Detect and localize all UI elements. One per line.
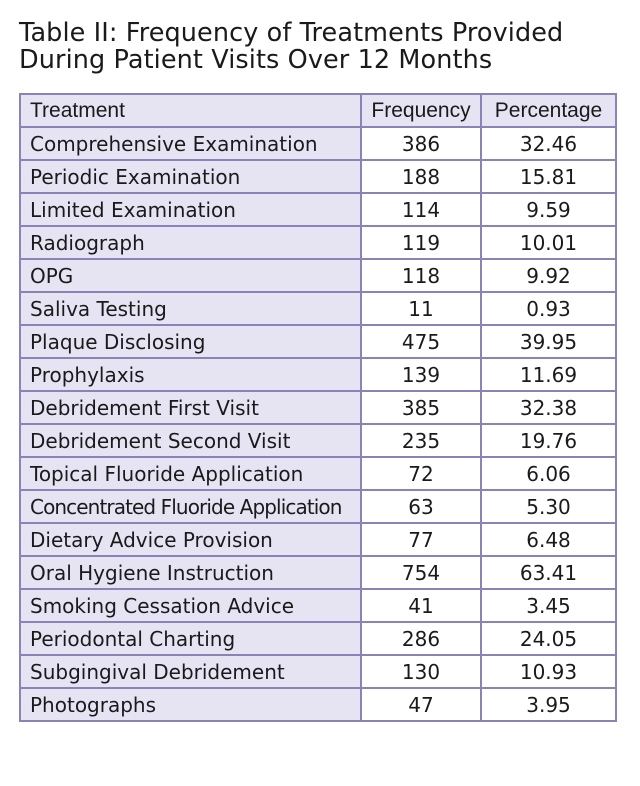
table-row: [20, 226, 616, 259]
treatment-cell: Comprehensive Examination: [20, 127, 361, 160]
treatment-cell: Plaque Disclosing: [20, 325, 361, 358]
table-row: [20, 523, 616, 556]
table-row: [20, 292, 616, 325]
treatment-cell: Dietary Advice Provision: [20, 523, 361, 556]
column-header-frequency: Frequency: [361, 94, 481, 127]
percentage-cell: 6.48: [481, 523, 616, 556]
treatment-cell: Debridement First Visit: [20, 391, 361, 424]
treatment-frequency-table: [19, 93, 617, 722]
table-row: [20, 193, 616, 226]
table-row: [20, 358, 616, 391]
percentage-cell: 19.76: [481, 424, 616, 457]
table-row: [20, 127, 616, 160]
frequency-cell: 386: [361, 127, 481, 160]
frequency-cell: 118: [361, 259, 481, 292]
frequency-cell: 72: [361, 457, 481, 490]
table-title-line-1: Table II: Frequency of Treatments Provided: [19, 18, 564, 48]
table-row: [20, 424, 616, 457]
treatment-cell: OPG: [20, 259, 361, 292]
percentage-cell: 0.93: [481, 292, 616, 325]
percentage-cell: 10.93: [481, 655, 616, 688]
table-row: [20, 259, 616, 292]
frequency-cell: 119: [361, 226, 481, 259]
frequency-cell: 114: [361, 193, 481, 226]
table-row: [20, 160, 616, 193]
percentage-cell: 6.06: [481, 457, 616, 490]
frequency-cell: 63: [361, 490, 481, 523]
percentage-cell: 24.05: [481, 622, 616, 655]
percentage-cell: 5.30: [481, 490, 616, 523]
percentage-cell: 39.95: [481, 325, 616, 358]
table-row: [20, 589, 616, 622]
header-row: [20, 94, 616, 127]
table-row: [20, 391, 616, 424]
percentage-cell: 15.81: [481, 160, 616, 193]
frequency-cell: 139: [361, 358, 481, 391]
frequency-cell: 385: [361, 391, 481, 424]
treatment-cell: Subgingival Debridement: [20, 655, 361, 688]
frequency-cell: 475: [361, 325, 481, 358]
frequency-cell: 754: [361, 556, 481, 589]
percentage-cell: 11.69: [481, 358, 616, 391]
percentage-cell: 9.92: [481, 259, 616, 292]
table-title: [19, 20, 629, 74]
treatment-cell: Oral Hygiene Instruction: [20, 556, 361, 589]
frequency-cell: 130: [361, 655, 481, 688]
column-header-treatment: Treatment: [20, 94, 361, 127]
treatment-cell: Topical Fluoride Application: [20, 457, 361, 490]
table-row: [20, 325, 616, 358]
frequency-cell: 41: [361, 589, 481, 622]
frequency-cell: 47: [361, 688, 481, 721]
frequency-cell: 77: [361, 523, 481, 556]
percentage-cell: 32.46: [481, 127, 616, 160]
percentage-cell: 3.45: [481, 589, 616, 622]
frequency-cell: 188: [361, 160, 481, 193]
treatment-cell: Saliva Testing: [20, 292, 361, 325]
table-row: [20, 490, 616, 523]
percentage-cell: 9.59: [481, 193, 616, 226]
table-row: [20, 556, 616, 589]
frequency-cell: 235: [361, 424, 481, 457]
treatment-cell: Smoking Cessation Advice: [20, 589, 361, 622]
treatment-cell: Periodontal Charting: [20, 622, 361, 655]
treatment-cell: Radiograph: [20, 226, 361, 259]
percentage-cell: 63.41: [481, 556, 616, 589]
frequency-cell: 11: [361, 292, 481, 325]
column-header-percentage: Percentage: [481, 94, 616, 127]
table-title-line-2: During Patient Visits Over 12 Months: [19, 45, 493, 75]
percentage-cell: 10.01: [481, 226, 616, 259]
treatment-cell: Debridement Second Visit: [20, 424, 361, 457]
percentage-cell: 3.95: [481, 688, 616, 721]
treatment-cell: Photographs: [20, 688, 361, 721]
table-row: [20, 622, 616, 655]
treatment-cell: Limited Examination: [20, 193, 361, 226]
treatment-cell: Periodic Examination: [20, 160, 361, 193]
treatment-cell: Concentrated Fluoride Application: [20, 490, 361, 523]
table-row: [20, 655, 616, 688]
frequency-cell: 286: [361, 622, 481, 655]
treatment-cell: Prophylaxis: [20, 358, 361, 391]
percentage-cell: 32.38: [481, 391, 616, 424]
table-row: [20, 688, 616, 721]
table-row: [20, 457, 616, 490]
